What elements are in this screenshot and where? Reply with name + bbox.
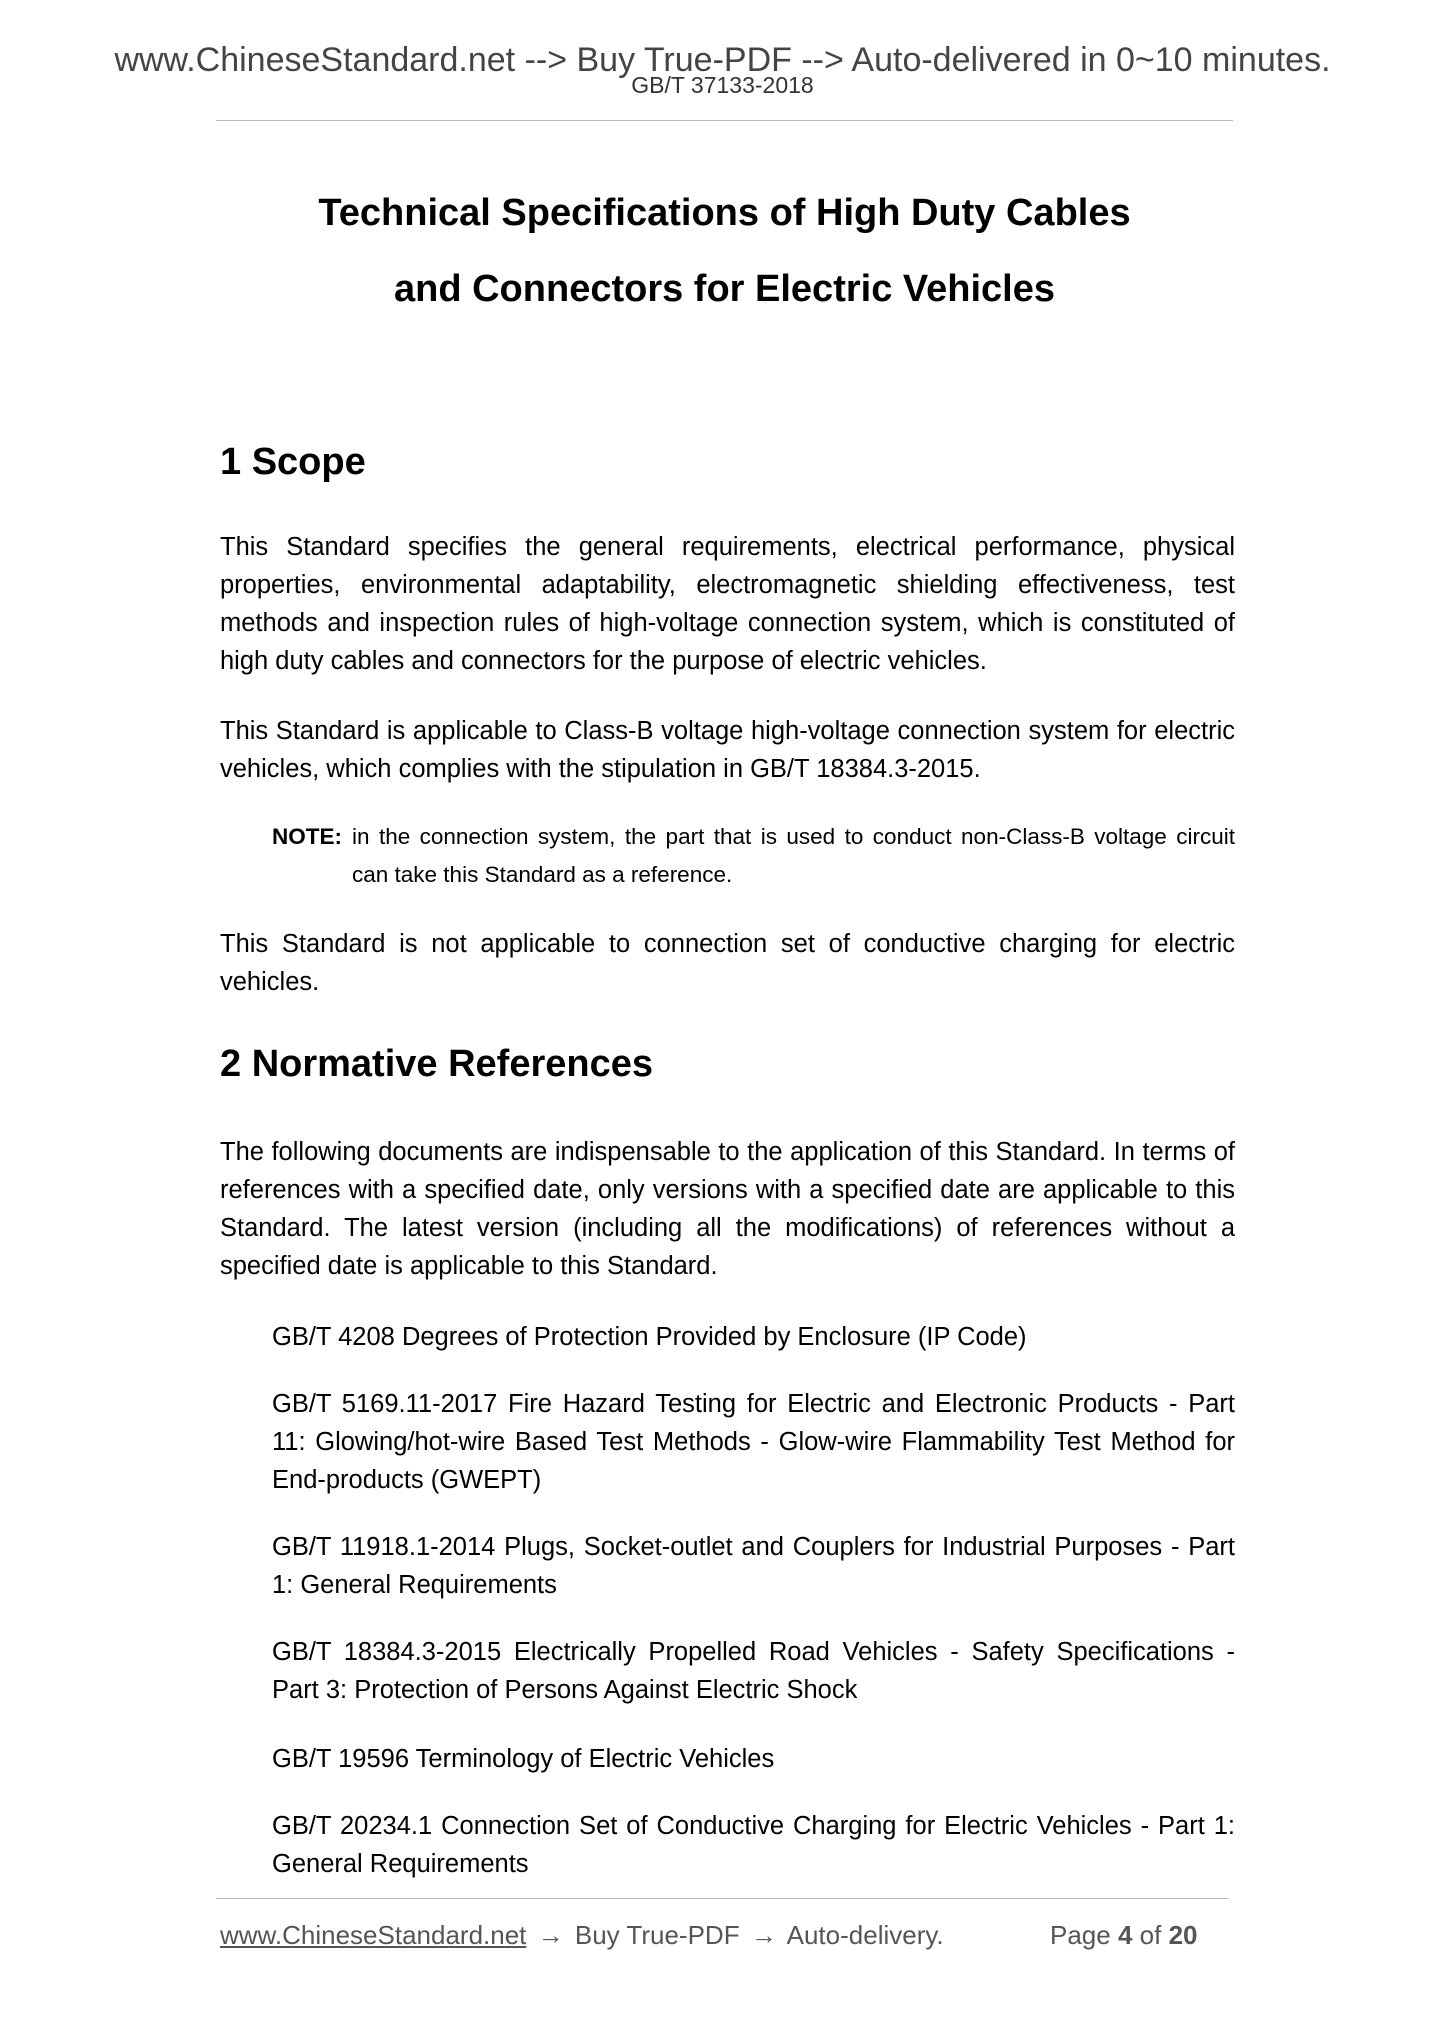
footer-delivery-text: Auto-delivery. [786,1920,944,1950]
section-heading-scope: 1 Scope [220,441,366,483]
page-of: of [1139,1920,1162,1950]
header-divider [216,120,1233,121]
note-label: NOTE: [272,824,342,849]
footer-buy-text: Buy True-PDF [574,1920,740,1950]
reference-item: GB/T 4208 Degrees of Protection Provided by Enclosure (IP Code) [272,1323,1027,1351]
reference-item: GB/T 20234.1 Connection Set of Conductive Charging for Electric Vehicles - Part 1: General Requirements [272,1812,1235,1878]
scope-note [272,818,1235,894]
footer-site-link[interactable]: www.ChineseStandard.net [220,1920,527,1950]
scope-paragraph-3: This Standard is not applicable to connection set of conductive charging for electric vehicles. [220,930,1235,996]
reference-item: GB/T 19596 Terminology of Electric Vehicles [272,1745,775,1773]
section-heading-normative-references: 2 Normative References [220,1043,653,1085]
document-title-line-2: and Connectors for Electric Vehicles [394,268,1055,310]
note-text: in the connection system, the part that is used to conduct non-Class-B voltage circuit can take this Standard as a reference. [352,824,1235,887]
references-intro: The following documents are indispensable to the application of this Standard. In terms of references with a specified date, only versions with a specified date are applicable to this Standard. The latest version (including all the modifications) of references without a specified date is applicable to this Standard. [220,1138,1235,1280]
page-label: Page [1050,1920,1111,1950]
page-total: 20 [1168,1920,1198,1950]
scope-paragraph-2: This Standard is applicable to Class-B voltage high-voltage connection system for electric vehicles, which complies with the stipulation in GB/T 18384.3-2015. [220,717,1235,783]
top-banner: www.ChineseStandard.net --> Buy True-PDF --> Auto-delivered in 0~10 minutes. [114,41,1331,79]
document-title-line-1: Technical Specifications of High Duty Cables [318,192,1131,234]
reference-item: GB/T 11918.1-2014 Plugs, Socket-outlet and Couplers for Industrial Purposes - Part 1: General Requirements [272,1533,1235,1599]
right-arrow-icon: → [537,1920,564,1950]
document-title [216,175,1233,327]
standard-code: GB/T 37133-2018 [631,72,814,98]
scope-paragraph-1: This Standard specifies the general requirements, electrical performance, physical properties, environmental adaptability, electromagnetic shielding effectiveness, test methods and inspection rules of high-voltage connection system, which is constituted of high duty cables and connectors for the purpose of electric vehicles. [220,533,1235,675]
page-number [1050,1918,1198,1952]
footer-divider [216,1898,1228,1899]
reference-item: GB/T 18384.3-2015 Electrically Propelled Road Vehicles - Safety Specifications - Part 3: Protection of Persons Against Electric Shock [272,1638,1235,1704]
reference-item: GB/T 5169.11-2017 Fire Hazard Testing for Electric and Electronic Products - Part 11: Glowing/hot-wire Based Test Methods - Glow-wire Flammability Test Method for End-products (GWEPT) [272,1390,1235,1494]
footer-links [220,1918,944,1952]
page-current: 4 [1117,1920,1133,1950]
right-arrow-icon: → [750,1920,777,1950]
